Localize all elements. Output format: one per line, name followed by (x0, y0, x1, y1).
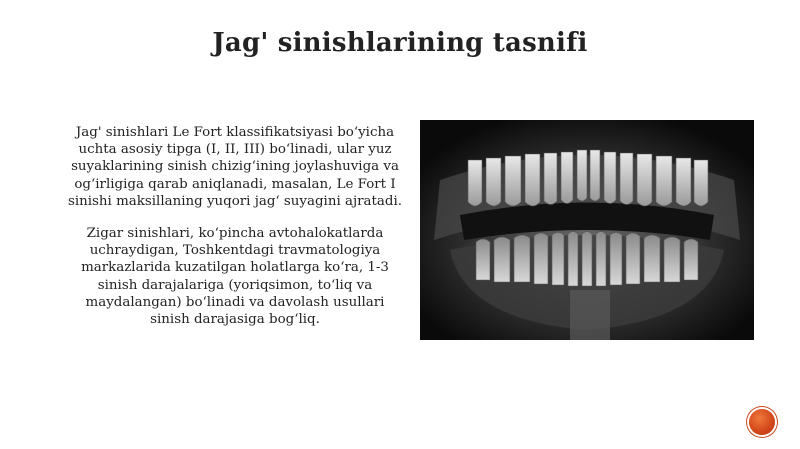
paragraph-injury-degrees: Zigar sinishlari, ko‘pincha avtohalokatlarda uchraydigan, Toshkentdagi travmatologiya markazlarida kuzatilgan holatlarga ko‘ra, 1-3 sinish darajalariga (yoriqsimon, to‘liq va maydalangan) bo‘linadi va davolash usullari sinish darajasiga bog‘liq. (81, 226, 389, 328)
slide-title: Jag' sinishlarining tasnifi (212, 28, 588, 58)
xray-drawing (420, 120, 754, 340)
next-slide-button[interactable] (749, 409, 775, 435)
body-text (55, 124, 415, 328)
paragraph-le-fort: Jag' sinishlari Le Fort klassifikatsiyasi bo‘yicha uchta asosiy tipga (I, II, III) bo‘linadi, ular yuz suyaklarining sinish chizig‘ining joylashuviga va og‘irligiga qarab aniqlanadi, masalan, Le Fort I sinishi maksillaning yuqori jag‘ suyagini ajratadi. (68, 125, 402, 209)
dental-xray-image (420, 120, 754, 340)
